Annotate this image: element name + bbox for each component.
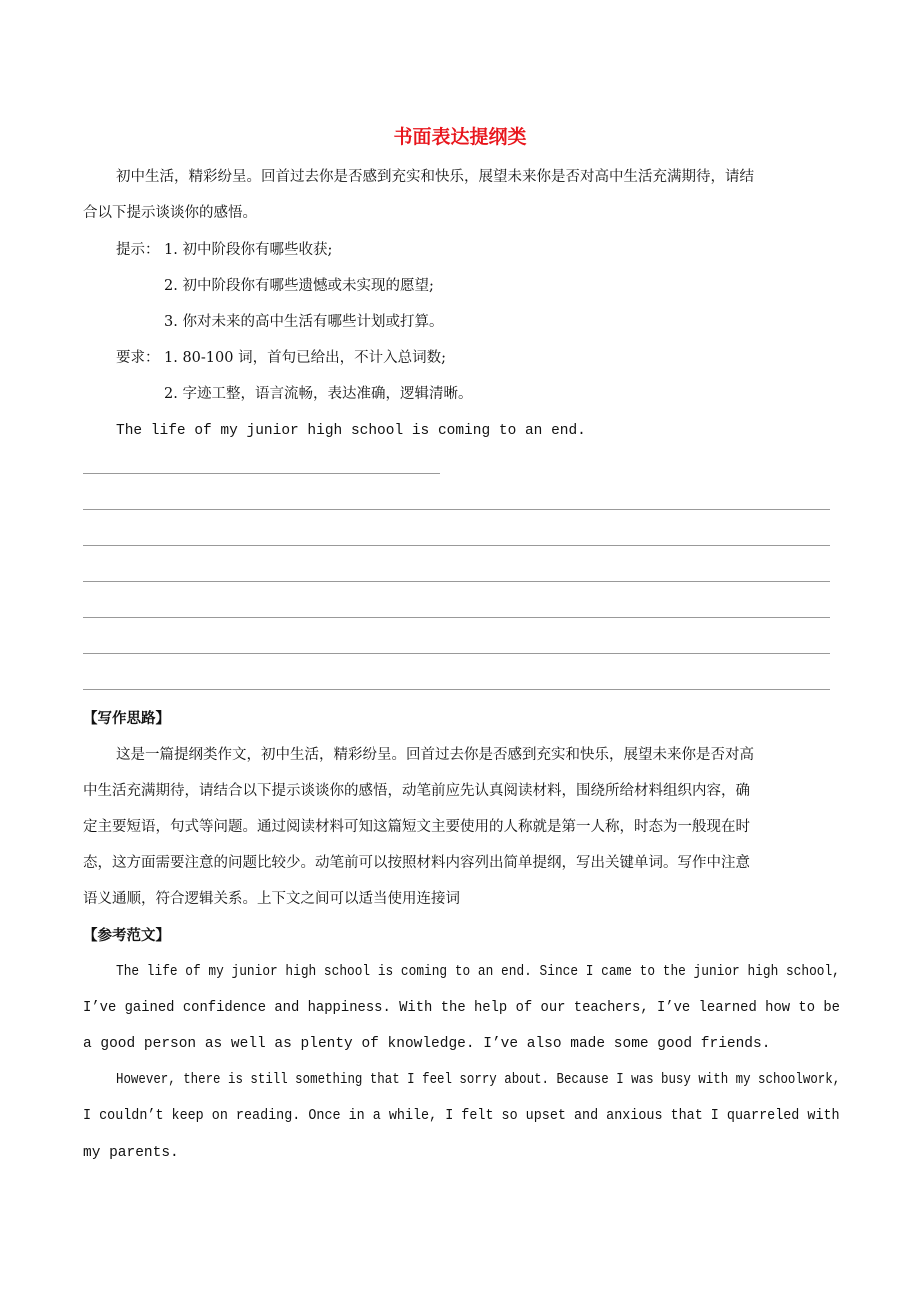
requirements-label: 要求：	[116, 350, 160, 366]
thinking-line-4: 态，这方面需要注意的问题比较少。动笔前可以按照材料内容列出简单提纲，写出关键单词。写作中注意	[83, 855, 750, 871]
hint-item-3: 3. 你对未来的高中生活有哪些计划或打算。	[164, 314, 444, 330]
thinking-heading: 【写作思路】	[83, 711, 170, 727]
answer-line-5	[83, 617, 830, 618]
sample-p2-line-3: my parents.	[83, 1145, 179, 1161]
prompt-intro-line-2: 合以下提示谈谈你的感悟。	[83, 205, 257, 221]
answer-line-2	[83, 509, 830, 510]
hint-item-2: 2. 初中阶段你有哪些遗憾或未实现的愿望;	[164, 278, 434, 294]
answer-line-1	[83, 473, 440, 474]
requirement-item-1: 1. 80-100 词，首句已给出，不计入总词数;	[164, 350, 446, 366]
sample-p1-line-1: The life of my junior high school is coming to an end. Since I came to the junior high school,	[116, 964, 840, 980]
sample-p1-line-2: I’ve gained confidence and happiness. With the help of our teachers, I’ve learned how to be	[83, 1000, 841, 1016]
requirement-item-2: 2. 字迹工整，语言流畅，表达准确，逻辑清晰。	[164, 386, 473, 402]
answer-line-6	[83, 653, 830, 654]
thinking-line-5: 语义通顺，符合逻辑关系。上下文之间可以适当使用连接词	[83, 891, 460, 907]
thinking-line-1: 这是一篇提纲类作文，初中生活，精彩纷呈。回首过去你是否感到充实和快乐，展望未来你是否对高	[116, 747, 754, 763]
answer-line-3	[83, 545, 830, 546]
hint-item-1: 1. 初中阶段你有哪些收获;	[164, 242, 333, 258]
page-title: 书面表达提纲类	[393, 126, 527, 148]
thinking-line-2: 中生活充满期待，请结合以下提示谈谈你的感悟，动笔前应先认真阅读材料，围绕所给材料组织内容，确	[83, 783, 750, 799]
hints-label: 提示：	[116, 242, 160, 258]
prompt-intro-line-1: 初中生活，精彩纷呈。回首过去你是否感到充实和快乐，展望未来你是否对高中生活充满期待，请结	[116, 169, 754, 185]
thinking-line-3: 定主要短语，句式等问题。通过阅读材料可知这篇短文主要使用的人称就是第一人称，时态为一般现在时	[83, 819, 750, 835]
answer-line-4	[83, 581, 830, 582]
sample-p2-line-1: However, there is still something that I feel sorry about. Because I was busy with my schoolwork,	[116, 1072, 841, 1088]
sample-p2-line-2: I couldn’t keep on reading. Once in a while, I felt so upset and anxious that I quarreled with	[83, 1108, 840, 1124]
sample-heading: 【参考范文】	[83, 928, 170, 944]
sample-p1-line-3: a good person as well as plenty of knowledge. I’ve also made some good friends.	[83, 1036, 771, 1052]
answer-line-7	[83, 689, 830, 690]
first-sentence: The life of my junior high school is coming to an end.	[116, 423, 586, 439]
